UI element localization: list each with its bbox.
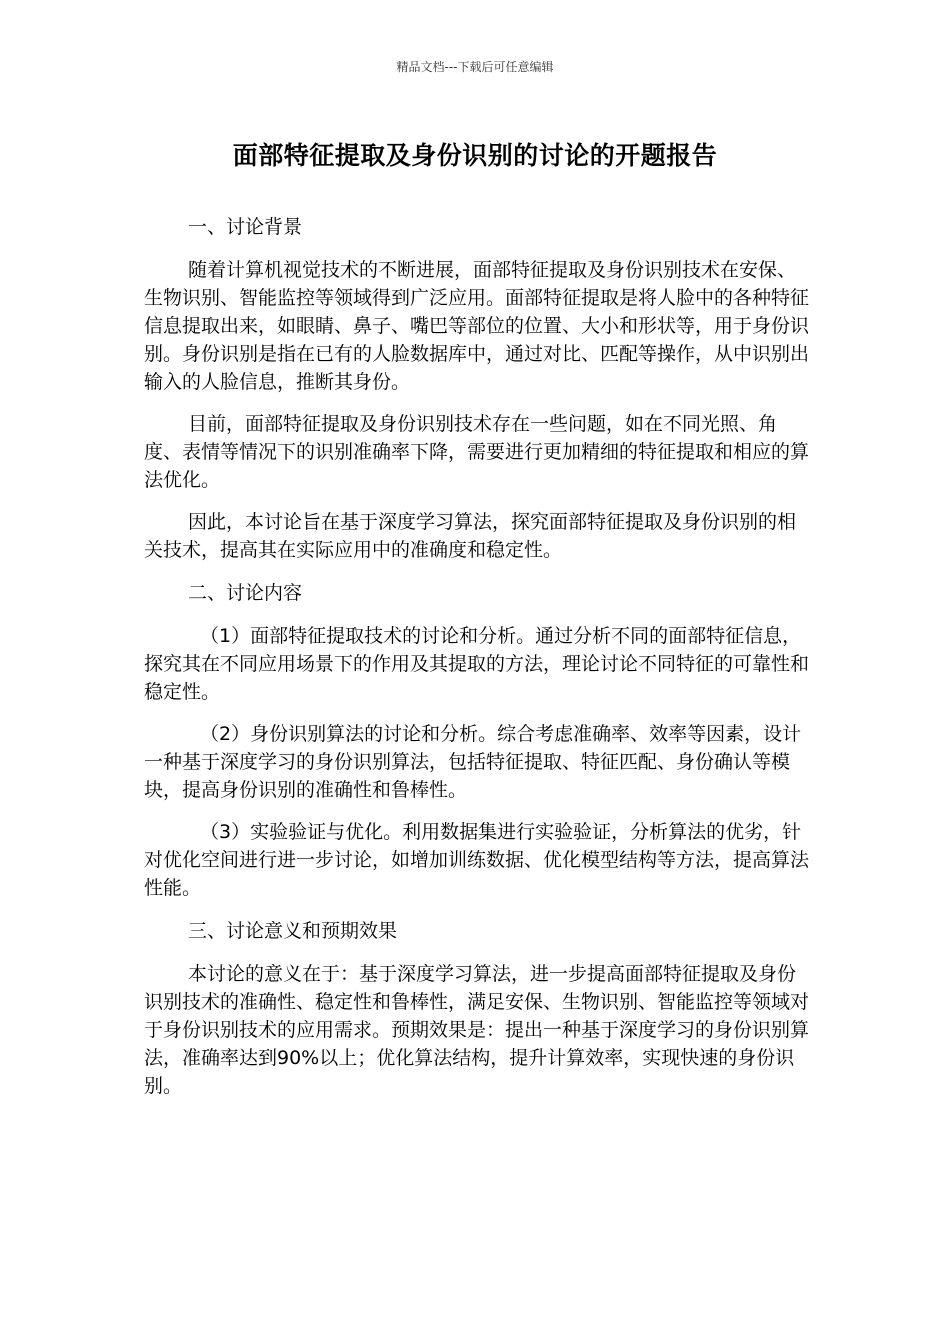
paragraph: 随着计算机视觉技术的不断进展，面部特征提取及身份识别技术在安保、生物识别、智能监控等领域得到广泛应用。面部特征提取是将人脸中的各种特征信息提取出来，如眼睛、鼻子、嘴巴等部位的位置、大小和形状等，用于身份识别。身份识别是指在已有的人脸数据库中，通过对比、匹配等操作，从中识别出输入的人脸信息，推断其身份。 bbox=[144, 259, 810, 393]
document-title: 面部特征提取及身份识别的讨论的开题报告 bbox=[232, 141, 718, 170]
header-note: 精品文档---下载后可任意编辑 bbox=[396, 60, 554, 74]
section-heading-content: 二、讨论内容 bbox=[188, 582, 303, 604]
list-item-paragraph: （2）身份识别算法的讨论和分析。综合考虑准确率、效率等因素，设计一种基于深度学习的身份识别算法，包括特征提取、特征匹配、身份确认等模块，提高身份识别的准确性和鲁棒性。 bbox=[144, 723, 802, 801]
section-heading-background: 一、讨论背景 bbox=[188, 216, 303, 238]
list-item-paragraph: （3）实验验证与优化。利用数据集进行实验验证，分析算法的优劣，针对优化空间进行进一步讨论，如增加训练数据、优化模型结构等方法，提高算法性能。 bbox=[144, 821, 810, 899]
document-body bbox=[144, 212, 814, 1114]
paragraph: 因此，本讨论旨在基于深度学习算法，探究面部特征提取及身份识别的相关技术，提高其在实际应用中的准确度和稳定性。 bbox=[144, 511, 797, 561]
paragraph: 目前，面部特征提取及身份识别技术存在一些问题，如在不同光照、角度、表情等情况下的识别准确率下降，需要进行更加精细的特征提取和相应的算法优化。 bbox=[144, 413, 810, 491]
list-item-paragraph: （1）面部特征提取技术的讨论和分析。通过分析不同的面部特征信息，探究其在不同应用场景下的作用及其提取的方法，理论讨论不同特征的可靠性和稳定性。 bbox=[144, 625, 810, 703]
paragraph: 本讨论的意义在于：基于深度学习算法，进一步提高面部特征提取及身份识别技术的准确性、稳定性和鲁棒性，满足安保、生物识别、智能监控等领域对于身份识别技术的应用需求。预期效果是：提出一种基于深度学习的身份识别算法，准确率达到90%以上；优化算法结构，提升计算效率，实现快速的身份识别。 bbox=[144, 963, 810, 1097]
section-heading-significance: 三、讨论意义和预期效果 bbox=[188, 920, 398, 942]
